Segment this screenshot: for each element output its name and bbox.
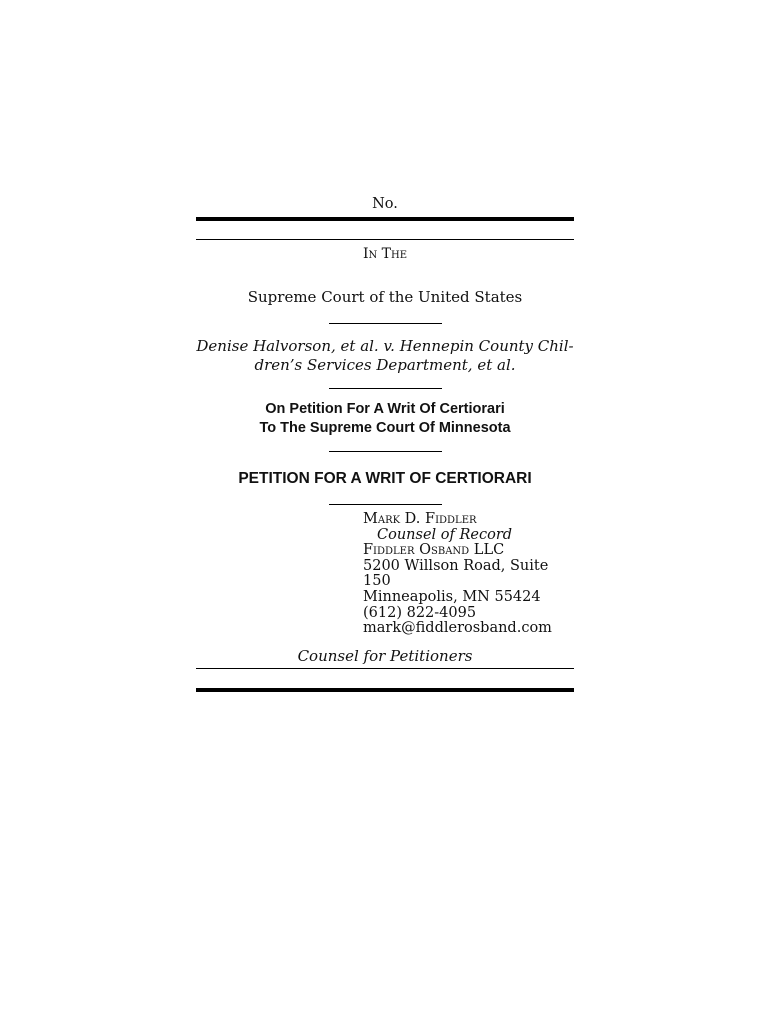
counsel-block: [363, 512, 574, 637]
counsel-address: 5200 Willson Road, Suite: [363, 557, 549, 574]
counsel-city: Minneapolis, MN 55424: [363, 588, 541, 605]
counsel-firm: Fiddler Osband LLC: [363, 542, 505, 559]
top-thin-rule: [196, 239, 574, 240]
court-name: Supreme Court of the United States: [247, 288, 523, 306]
writ-heading-line: On Petition For A Writ Of Certiorari: [265, 401, 505, 417]
writ-heading: [196, 400, 574, 438]
bottom-thick-rule: [196, 688, 574, 692]
case-caption-line: dren’s Services Department, et al.: [254, 356, 516, 374]
writ-heading-line: To The Supreme Court Of Minnesota: [259, 420, 511, 436]
top-thick-rule: [196, 217, 574, 221]
separator-rule: [329, 323, 442, 324]
docket-number: No.: [372, 196, 398, 212]
bottom-thin-rule: [196, 668, 574, 669]
counsel-for-line: Counsel for Petitioners: [297, 647, 473, 665]
counsel-email: mark@fiddlerosband.com: [363, 620, 552, 637]
petition-title: PETITION FOR A WRIT OF CERTIORARI: [238, 470, 532, 487]
counsel-name: Mark D. Fiddler: [363, 511, 477, 527]
counsel-phone: (612) 822-4095: [363, 604, 477, 621]
counsel-address: 150: [363, 573, 391, 590]
separator-rule: [329, 504, 442, 505]
separator-rule: [329, 388, 442, 389]
case-caption-line: Denise Halvorson, et al. v. Hennepin County Chil-: [196, 337, 574, 355]
cover-page: [196, 0, 574, 1024]
case-caption: [196, 337, 574, 375]
counsel-role: Counsel of Record: [377, 526, 513, 543]
in-the-heading: In The: [362, 246, 408, 262]
separator-rule: [329, 451, 442, 452]
